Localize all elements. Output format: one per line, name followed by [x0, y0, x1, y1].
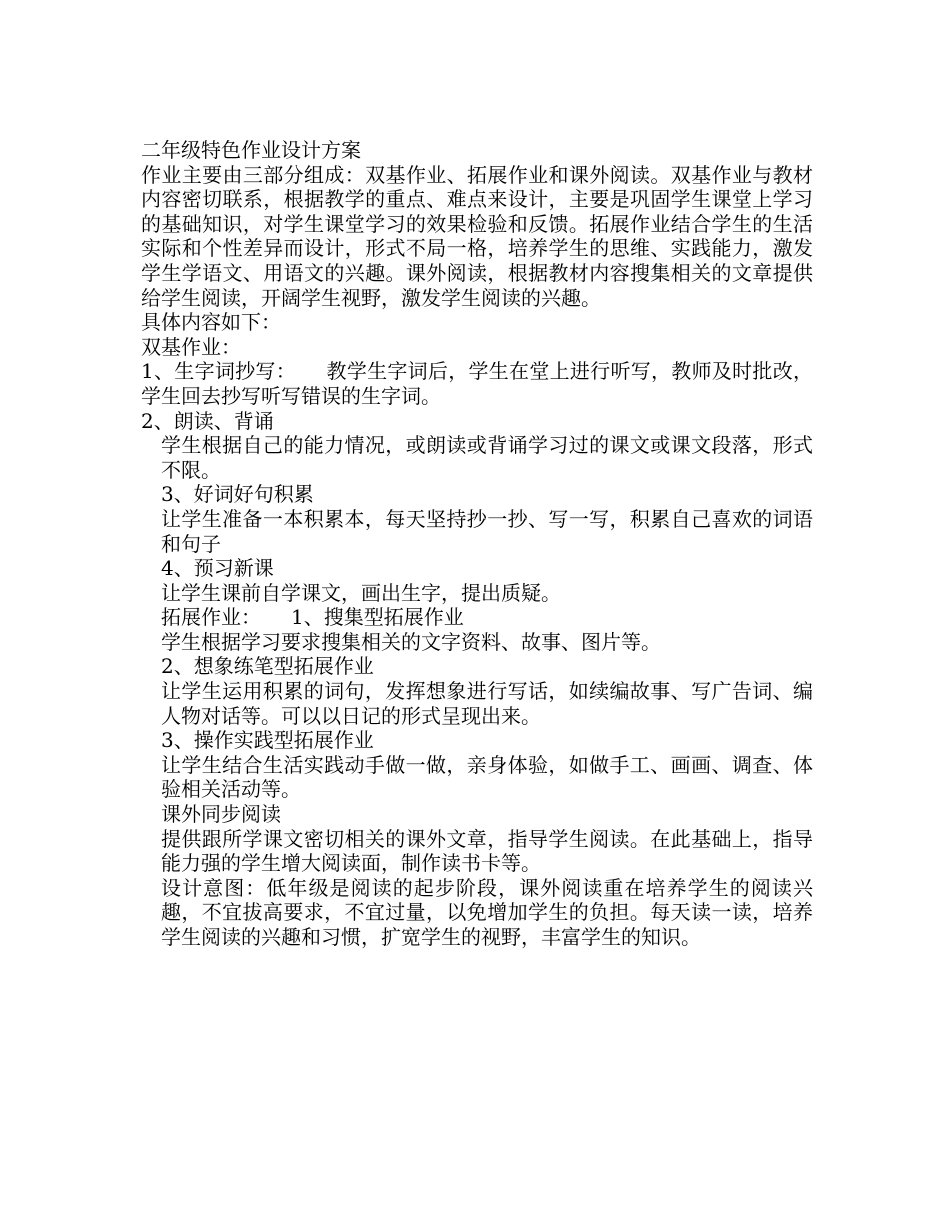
extension-heading: 拓展作业： 1、搜集型拓展作业 [161, 605, 464, 630]
item3-title: 3、好词好句积累 [161, 482, 314, 507]
item1-paragraph: 1、生字词抄写： 教学生字词后，学生在堂上进行听写，教师及时批改，学生回去抄写听写错误的生字词。 [141, 359, 813, 408]
basic-homework-heading: 双基作业： [141, 334, 241, 359]
document-title: 二年级特色作业设计方案 [141, 138, 361, 162]
document-body [141, 138, 813, 950]
item2-title: 2、朗读、背诵 [141, 408, 274, 433]
intro-paragraph: 作业主要由三部分组成：双基作业、拓展作业和课外阅读。双基作业与教材内容密切联系，根据教学的重点、难点来设计，主要是巩固学生课堂上学习的基础知识，对学生课堂学习的效果检验和反馈。拓展作业结合学生的生活实际和个性差异而设计，形式不局一格，培养学生的思维、实践能力，激发学生学语文、用语文的兴趣。课外阅读，根据教材内容搜集相关的文章提供给学生阅读，开阔学生视野，激发学生阅读的兴趣。 [141, 162, 813, 310]
ext2-title: 2、想象练笔型拓展作业 [161, 654, 374, 679]
design-intent: 设计意图：低年级是阅读的起步阶段，课外阅读重在培养学生的阅读兴趣，不宜拔高要求，不宜过量，以免增加学生的负担。每天读一读，培养学生阅读的兴趣和习惯，扩宽学生的视野，丰富学生的知识。 [161, 875, 813, 949]
reading-heading: 课外同步阅读 [161, 802, 281, 827]
reading-body: 提供跟所学课文密切相关的课外文章，指导学生阅读。在此基础上，指导能力强的学生增大阅读面，制作读书卡等。 [161, 826, 813, 876]
ext1-body: 学生根据学习要求搜集相关的文字资料、故事、图片等。 [161, 629, 661, 654]
item3-body: 让学生准备一本积累本，每天坚持抄一抄、写一写，积累自己喜欢的词语和句子 [161, 506, 813, 556]
item4-body: 让学生课前自学课文，画出生字，提出质疑。 [161, 580, 561, 605]
item4-title: 4、预习新课 [161, 556, 274, 581]
ext2-body: 让学生运用积累的词句，发挥想象进行写话，如续编故事、写广告词、编人物对话等。可以以日记的形式呈现出来。 [161, 679, 813, 728]
ext3-body: 让学生结合生活实践动手做一做，亲身体验，如做手工、画画、调查、体验相关活动等。 [161, 752, 813, 802]
ext3-title: 3、操作实践型拓展作业 [161, 728, 374, 753]
item2-body: 学生根据自己的能力情况，或朗读或背诵学习过的课文或课文段落，形式不限。 [161, 433, 813, 482]
content-heading: 具体内容如下： [141, 310, 281, 335]
